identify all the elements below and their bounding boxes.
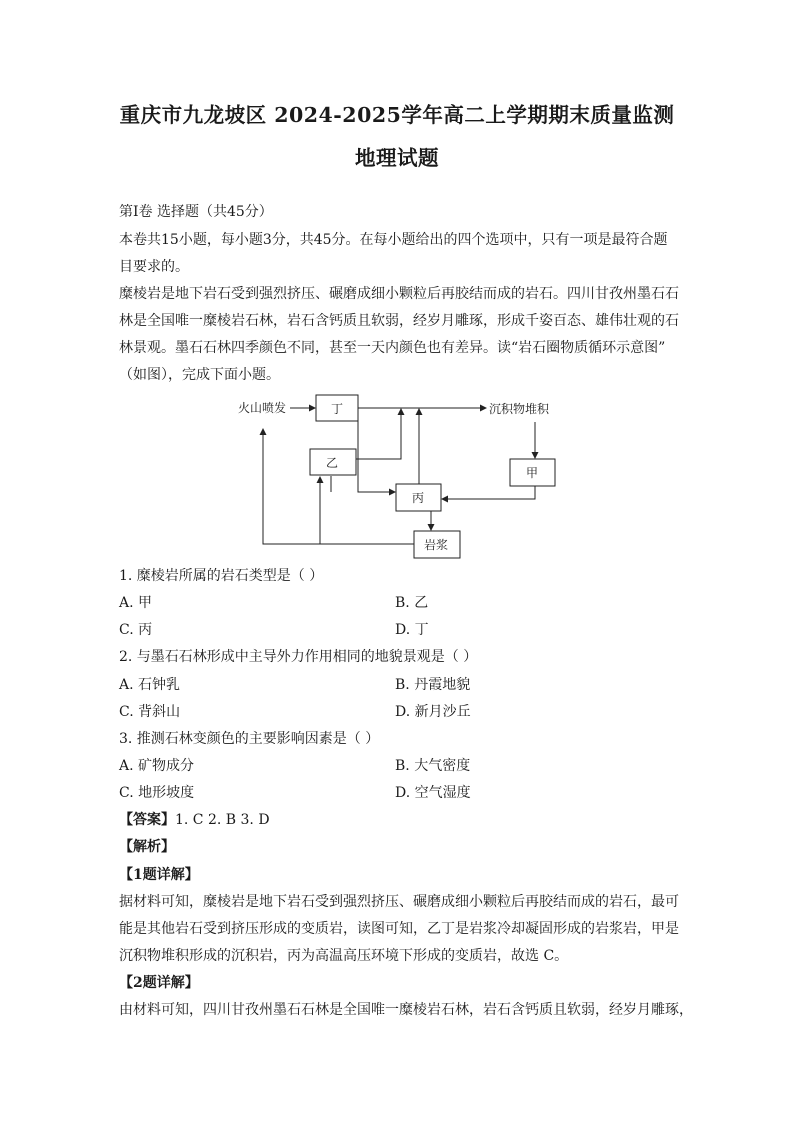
analysis-line: 据材料可知，糜棱岩是地下岩石受到强烈挤压、碾磨成细小颗粒后再胶结而成的岩石，最可	[119, 894, 679, 910]
arrow-magma-volcano	[263, 429, 320, 544]
passage-line: 林景观。墨石石林四季颜色不同，甚至一天内颜色也有差异。读“岩石圈物质循环示意图”	[119, 340, 666, 356]
label-yi: 乙	[326, 456, 339, 470]
option: A. 石钟乳	[119, 677, 181, 693]
analysis-line: 能是其他岩石受到挤压形成的变质岩，读图可知，乙丁是岩浆冷却凝固形成的岩浆岩，甲是	[119, 921, 679, 937]
option: C. 地形坡度	[119, 785, 195, 801]
option: A. 矿物成分	[119, 758, 195, 774]
rock-cycle-diagram	[228, 392, 568, 564]
arrow-jia-bing	[442, 486, 535, 499]
option: B. 大气密度	[395, 758, 471, 774]
option: D. 新月沙丘	[395, 704, 471, 720]
option: C. 丙	[119, 622, 153, 638]
label-jia: 甲	[526, 466, 539, 480]
q1-detail-label: 【1题详解】	[119, 867, 199, 883]
section-heading: 第Ⅰ卷 选择题（共45分）	[119, 204, 273, 220]
label-sediment: 沉积物堆积	[489, 402, 550, 416]
label-volcano: 火山喷发	[238, 401, 287, 415]
answer-values: 1. C 2. B 3. D	[175, 812, 270, 828]
title-line-2: 地理试题	[355, 146, 439, 170]
passage-line: （如图），完成下面小题。	[119, 367, 280, 383]
option: B. 丹霞地貌	[395, 677, 471, 693]
label-ding: 丁	[331, 402, 344, 416]
passage-line: 林是全国唯一糜棱岩石林，岩石含钙质且软弱，经岁月雕琢，形成千姿百态、雄伟壮观的石	[119, 313, 679, 329]
title-line-1: 重庆市九龙坡区 2024-2025学年高二上学期期末质量监测	[119, 103, 675, 127]
option: A. 甲	[119, 595, 153, 611]
analysis-line: 由材料可知，四川甘孜州墨石石林是全国唯一糜棱岩石林，岩石含钙质且软弱，经岁月雕琢，	[119, 1002, 693, 1018]
answer-line	[119, 811, 679, 829]
passage-line: 糜棱岩是地下岩石受到强烈挤压、碾磨成细小颗粒后再胶结而成的岩石。四川甘孜州墨石石	[119, 286, 679, 302]
label-magma: 岩浆	[424, 538, 449, 552]
analysis-line: 沉积物堆积形成的沉积岩，丙为高温高压环境下形成的变质岩，故选 C。	[119, 948, 569, 964]
intro-line: 目要求的。	[119, 259, 189, 275]
option: C. 背斜山	[119, 704, 181, 720]
question-stem: 3. 推测石林变颜色的主要影响因素是（ ）	[119, 731, 380, 747]
arrow-ding-bing	[358, 421, 395, 492]
option: B. 乙	[395, 595, 429, 611]
q2-detail-label: 【2题详解】	[119, 975, 199, 991]
question-stem: 2. 与墨石石林形成中主导外力作用相同的地貌景观是（ ）	[119, 649, 478, 665]
intro-line: 本卷共15小题，每小题3分，共45分。在每小题给出的四个选项中，只有一项是最符合题	[119, 232, 668, 248]
analysis-label: 【解析】	[119, 839, 175, 855]
option: D. 丁	[395, 622, 429, 638]
option: D. 空气湿度	[395, 785, 471, 801]
answer-label: 【答案】	[119, 812, 175, 828]
label-bing: 丙	[412, 491, 425, 505]
question-stem: 1. 糜棱岩所属的岩石类型是（ ）	[119, 568, 324, 584]
arrow-yi-ding	[356, 409, 401, 459]
